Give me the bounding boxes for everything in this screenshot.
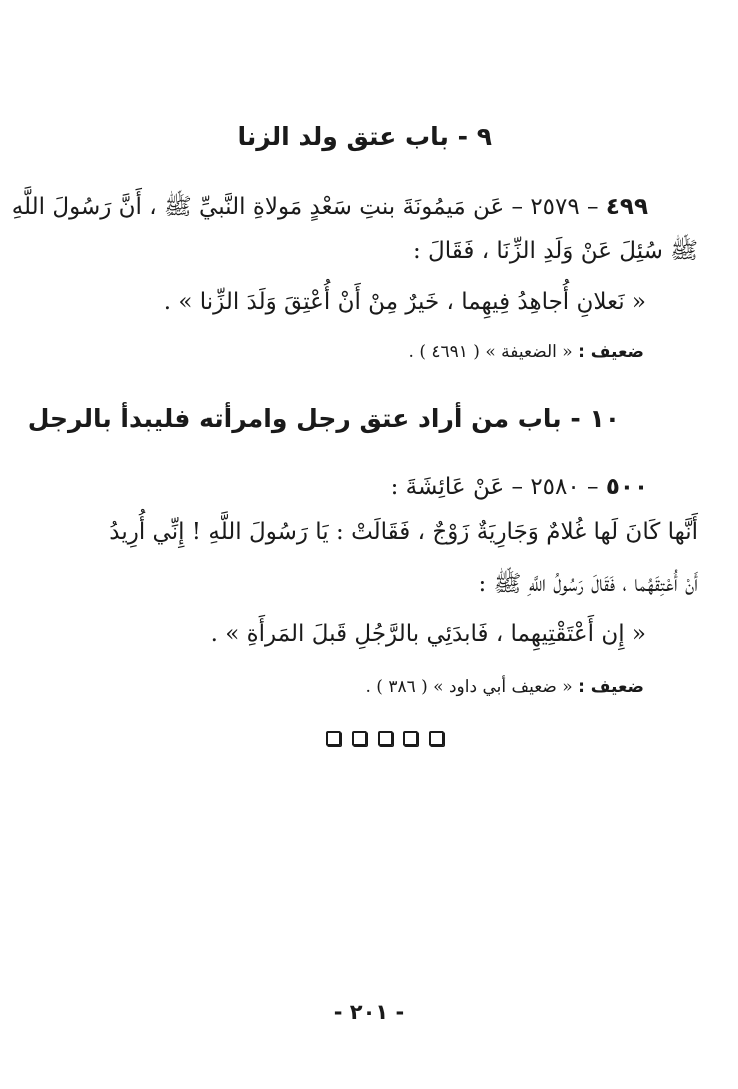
square-ornament-icon [429, 731, 444, 746]
section-separator [326, 729, 444, 749]
hadith-499-line-1 [12, 192, 648, 226]
grade-source: « الضعيفة » ( ٤٦٩١ ) . [408, 342, 573, 362]
square-ornament-icon [378, 731, 393, 746]
page-number: - ٢٠١ - [333, 1000, 405, 1024]
grade-label: ضعيف : [578, 342, 644, 362]
hadith-500-text-1: – ٢٥٨٠ – عَنْ عَائِشَةَ : [390, 474, 599, 500]
hadith-499-line-3: « نَعلانِ أُجاهِدُ فِيهِما ، خَيرٌ مِنْ أَنْ أُعْتِقَ وَلَدَ الزِّنا » . [163, 289, 646, 315]
hadith-499-grade [409, 342, 644, 362]
hadith-499-line-2: ﷺ سُئِلَ عَنْ وَلَدِ الزِّنَا ، فَقَالَ : [412, 238, 698, 264]
chapter-9-heading: ٩ - باب عتق ولد الزنا [237, 122, 492, 151]
grade-source: « ضعيف أبي داود » ( ٣٨٦ ) . [365, 677, 573, 697]
hadith-500-line-4: « إِن أَعْتَقْتِيهِما ، فَابدَئِي بالرَّجُلِ قَبلَ المَرأَةِ » . [210, 621, 646, 647]
square-ornament-icon [326, 731, 341, 746]
hadith-499-text-1: – ٢٥٧٩ – عَن مَيمُونَةَ بنتِ سَعْدٍ مَولاةِ النَّبيِّ ﷺ ، أَنَّ رَسُولَ اللَّهِ [11, 194, 599, 220]
square-ornament-icon [403, 731, 418, 746]
square-ornament-icon [352, 731, 367, 746]
hadith-500-line-2: أَنَّها كَانَ لَها غُلامٌ وَجَارِيَةٌ زَوْجٌ ، فَقَالَتْ : يَا رَسُولَ اللَّهِ ! إِنِّي أُرِيدُ [109, 519, 698, 545]
hadith-500-line-3: أَنْ أُعْتِقَهُما ، فَقَالَ رَسُولُ اللَّهِ ﷺ : [478, 571, 698, 597]
hadith-500-grade [365, 677, 644, 697]
hadith-500-number: ٥٠٠ [605, 474, 648, 500]
hadith-499-number: ٤٩٩ [605, 194, 648, 220]
chapter-10-heading: ١٠ - باب من أراد عتق رجل وامرأته فليبدأ بالرجل [27, 404, 620, 433]
hadith-500-line-1 [391, 474, 648, 500]
grade-label: ضعيف : [578, 677, 644, 697]
